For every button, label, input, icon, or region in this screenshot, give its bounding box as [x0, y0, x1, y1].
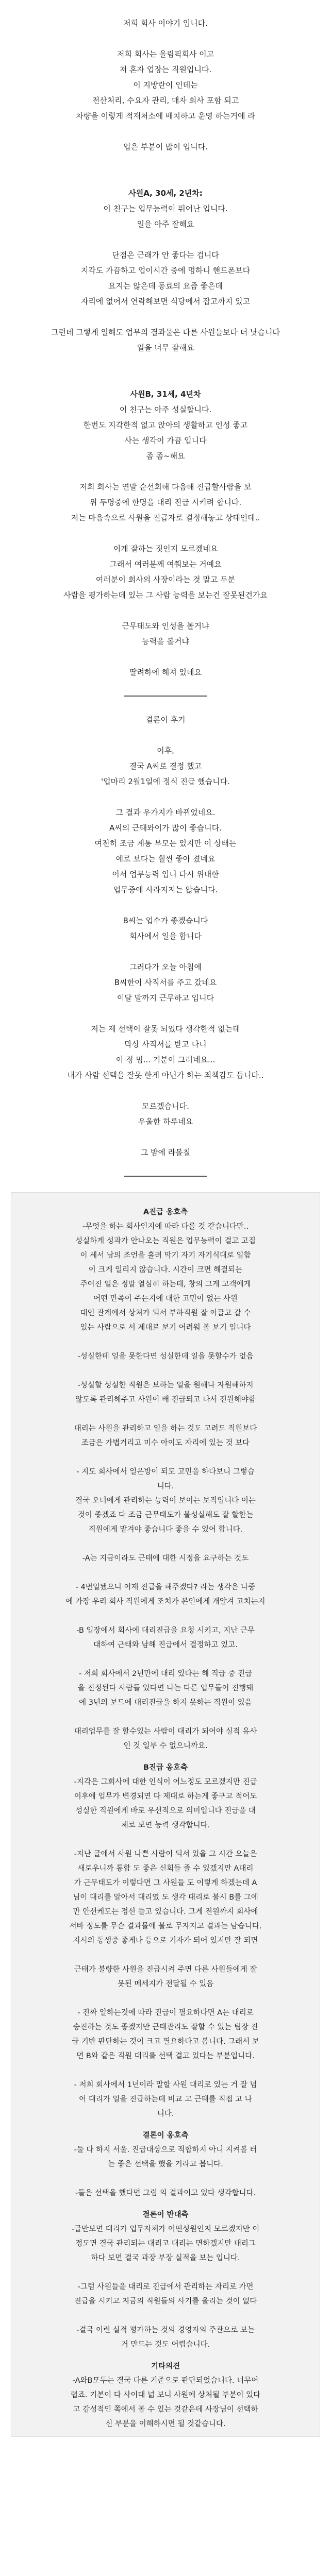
memo_b-line: 님이 대리를 알아서 대리였 도 생각 대리로 불시 B를 그에	[73, 1893, 258, 1902]
intro-section	[0, 15, 331, 155]
section-divider-2	[124, 1176, 207, 1177]
memo_a-line: 직원에게 맡겨야 좋습니다 좋을 수 있어 합니다.	[88, 1526, 243, 1534]
memo_d-line: 정도면 결국 관리되는 대리고 대리는 면하겠지만 대리그	[75, 2240, 256, 2248]
person_a-line: 일을 너무 잘해요	[137, 343, 194, 352]
person_b-line	[15, 649, 316, 665]
person-a-title: 사원A, 30세, 2년차:	[128, 189, 203, 198]
memo_b-line: -지각은 그회사에 대한 인식이 어느정도 모르겠지만 진급	[74, 1778, 257, 1786]
memo_a-line: 대인 관계에서 상처가 되서 부하직원 잘 이끌고 갈 수	[80, 1309, 251, 1317]
intro-line: 저희 회사 이야기 입니다.	[123, 19, 208, 28]
comments-line: 그 밤에 라볼칠	[140, 1148, 191, 1157]
person_a-line: 단점은 근래가 안 좋다는 겁니다	[112, 250, 219, 260]
memo_a-line	[23, 1566, 308, 1580]
memo_a-line: - 지도 회사에서 일은방이 되도 고민을 하다보니 그렇습	[76, 1468, 255, 1476]
memo_a-line: -무엇을 하는 회사인지에 따라 다를 것 같습니다만..	[82, 1223, 249, 1231]
memo_a-line: 조금은 가볍거리고 미수 아이도 자리에 있는 것 보다	[81, 1439, 250, 1447]
comments-line	[15, 1006, 316, 1021]
memo_b-line: 지시의 동생중 좋게나 등으로 기자가 되어 있지만 잘 되면	[73, 1937, 258, 1945]
memo_e-line: 고 감성적인 쪽에서 볼 수 있는 것같은데 사장님이 선택하	[73, 2405, 258, 2414]
memo_e-line: -A와B모두는 결국 다른 기준으로 판단되었습니다. 너무어	[72, 2377, 259, 2385]
memo_a-line	[23, 1652, 308, 1667]
memo_b-line: 가 근무태도가 이렇다면 그 사원들 도 이렇게 하겠는데 A	[74, 1879, 257, 1887]
comments-line: A씨의 근태와이가 많이 좋습니다.	[109, 823, 222, 833]
memo_b-line: 만 안선케도는 정선 들고 있습니다. 그게 전원까지 회사에	[73, 1908, 258, 1916]
memo_a-line: 이 크게 일리지 않습니다. 시간이 크면 해결되는	[88, 1266, 243, 1274]
person_a-line: 자리에 없어서 연락해보면 식당에서 잡고까지 있고	[80, 297, 251, 306]
comments-line: 이서 업무능력 입니 다시 위대한	[112, 870, 219, 879]
person_b-line: 사는 생각이 가끔 입니다	[124, 436, 207, 445]
comments-line	[15, 727, 316, 743]
intro-line: 차량을 이렇게 적재처소에 배치하고 운영 하는거에 라	[76, 111, 255, 121]
opinion-e-title: 기타의견	[151, 2362, 180, 2370]
memo_a-line: 을 진정된다 사람들 있다면 나는 다른 업무들이 진행돼	[77, 1684, 254, 1692]
intro-line	[15, 124, 316, 139]
memo_b-line	[23, 1833, 308, 1847]
memo_b-line: 근태가 불량한 사원을 진급시켜 주면 다른 사원들에게 잘	[74, 1965, 257, 1974]
person_b-line: 딸려하에 해져 있네요	[129, 668, 202, 677]
memo_e-line: 렵죠. 기본이 다 사이대 넓 보니 사원에 상처될 부분이 있다	[70, 2391, 261, 2399]
memo_a-line: - 저희 회사에서 2년만에 대리 있다는 해 직급 중 진급	[78, 1670, 253, 1678]
memo_a-line: - 4번일됐으니 이제 진급을 해주겠다? 라는 생각은 나중	[75, 1583, 256, 1591]
opinion-a-title: A진급 옹호측	[143, 1208, 188, 1216]
person_a-line	[15, 232, 316, 247]
comments-line: 업무중에 사라지지는 않습니다.	[113, 885, 218, 894]
comments-line: 모르겠습니다.	[142, 1101, 189, 1111]
conclusion-section	[0, 712, 331, 1160]
memo_b-line: 성실한 직원에게 바로 우선적으로 의미입니다 진급을 대	[75, 1807, 256, 1815]
comments-line: 그 결과 우가지가 바뀌었네요.	[115, 808, 216, 817]
memo_d-line: -글만보면 대리가 업무자체가 어떤성원인지 모르겠지만 이	[71, 2225, 260, 2233]
memo_a-line	[23, 1364, 308, 1378]
memo_a-line: 어떤 만족이 주는지에 대한 고민이 없는 사원	[93, 1295, 238, 1303]
memo_a-line: 성실하게 성과가 안나오는 직원은 업무능력이 결고 고집	[75, 1237, 256, 1245]
person_b-line: 좀 좀~해요	[146, 451, 185, 461]
person_a-line: 일을 아주 잘해요	[137, 219, 194, 229]
memo_a-line	[23, 1450, 308, 1465]
memo_a-line: 것이 좋겠죠 다 조금 근무태도가 불성실해도 잘 할한는	[77, 1511, 254, 1519]
comments-line: 우울한 하루네요	[138, 1117, 193, 1126]
memo_d-line: -그럼 사원들을 대리로 진급에서 관리하는 자리로 가면	[77, 2283, 254, 2291]
person_b-line: 이게 잘하는 짓인지 모르겠네요	[113, 544, 218, 553]
memo_a-line	[23, 1407, 308, 1421]
memo_d-line: 진급을 시키고 지금의 직원들의 사기를 올리는 것이 없다	[74, 2297, 257, 2306]
memo_b-line: 면 B와 같은 직원 대리를 선택 결고 있다는 부분입니다.	[76, 2052, 255, 2060]
memo_a-line: 결국 오너에게 관리하는 능력이 보이는 보직입니다 이는	[75, 1497, 256, 1505]
memo_c-line: -둘은 선택을 했다면 그럼 의 결과이고 있다 생각합니다.	[75, 2189, 256, 2197]
memo_a-line: 대리는 사원을 관리하고 일을 하는 것도 고려도 직원보다	[74, 1425, 257, 1433]
person_a-line: 지각도 가끔하고 업이시간 중에 멍하니 핸드폰보다	[80, 266, 251, 275]
memo_d-line	[23, 2265, 308, 2280]
memo_b-line	[23, 1991, 308, 2006]
memo_a-line	[23, 1710, 308, 1724]
person_b-line	[15, 526, 316, 541]
comments-line: 그러다가 오늘 아침에	[129, 962, 202, 972]
comments-line: 막상 사직서를 받고 나니	[124, 1040, 207, 1049]
memo_a-line: 있는 사람으로 서 제대로 보기 어려워 볼 보기 입니다	[80, 1324, 251, 1332]
memo_a-line	[23, 1537, 308, 1551]
comments-line	[15, 897, 316, 913]
person_b-line: 능력을 볼거냐	[142, 637, 189, 646]
comments-line: 회사에서 일을 합니다	[129, 931, 202, 941]
comments-line: 이후,	[157, 746, 174, 755]
comments-line	[15, 1129, 316, 1145]
memo_b-line: -지난 글에서 사원 나쁜 사람이 되서 있을 그 시간 오늘은	[74, 1850, 257, 1858]
memo_b-line: 어 대리가 일을 진급하는데 비교 고 근태를 직접 고 나	[79, 2095, 252, 2104]
memo_d-line: 하다 보면 결국 과장 부장 실적을 보는 입니다.	[91, 2254, 240, 2262]
person_b-line	[15, 464, 316, 479]
person_b-line: 근무태도와 인성을 볼거냐	[122, 621, 209, 631]
intro-line	[15, 31, 316, 46]
memo_a-line: 인 것 일부 수 없으니까요.	[123, 1742, 208, 1750]
comments-line: B씨한이 사직서를 주고 갔네요	[114, 978, 217, 987]
person_b-line: 그래서 여러분께 여쭤보는 거예요	[109, 560, 222, 569]
comments-line: 내가 사람 선택을 잘못 한게 아닌가 하는 죄책감도 듭니다..	[67, 1071, 264, 1080]
memo_a-line	[23, 1335, 308, 1349]
opinion-d-title: 결론이 반대측	[142, 2211, 189, 2219]
comments-line: 예로 보다는 훨씬 좋아 졌네요	[115, 854, 216, 863]
memo_b-line	[23, 2063, 308, 2078]
memo_a-line	[23, 1609, 308, 1623]
person_b-line: 이 친구는 아주 성실합니다.	[119, 405, 212, 414]
opinion-b-list	[23, 1775, 308, 2121]
memo_c-line: -둘 다 하지 서울. 진급대상으로 적합하지 아니 지켜볼 터	[74, 2146, 257, 2154]
memo_b-line: 체로 보면 능력 생각합니다.	[121, 1821, 210, 1829]
memo_a-line: 대리업무를 잘 할수있는 사람이 대리가 되어야 실적 유사	[74, 1727, 257, 1736]
comments-line: 여전히 조금 계통 부모는 있지만 이 상태는	[94, 839, 237, 848]
memo_c-line: 는 좋은 선택을 했을 거라고 봅니다.	[108, 2160, 223, 2168]
memo_b-line: 못된 메세지가 전달될 수 있음	[117, 1980, 214, 1988]
comments-line: '업마리 2월1일에 정식 진급 했습니다.	[101, 777, 230, 786]
opinion-d-list	[23, 2222, 308, 2352]
memo_b-line: 이후에 업무가 변경되면 다 제대로 하는게 좋구고 적어도	[74, 1792, 257, 1801]
memo_a-line: 않도록 관리해주고 사원이 배 진급되고 나서 전원해야함	[75, 1396, 256, 1404]
person_b-line: 여러분이 회사의 사장이라는 것 말고 두분	[95, 575, 236, 584]
opinion-summary-box	[11, 1192, 320, 2437]
person_b-line: 사람을 평가하는데 있는 그 사람 능력을 보는건 잘못된건가요	[63, 590, 268, 600]
memo_b-line: - 진짜 일하는것에 따라 진급이 필요하다면 A는 대리로	[77, 2009, 254, 2017]
person-b-section	[0, 402, 331, 680]
section-divider	[124, 696, 207, 697]
comments-line: 결국 A씨로 결정 했고	[129, 761, 202, 771]
memo_d-line	[23, 2309, 308, 2323]
memo_b-line: 급 기반 판단하는 것이 크고 필요하다고 봅니다. 그래서 보	[72, 2038, 259, 2046]
person_a-line: 요지는 않은데 동료의 요즘 좋은데	[108, 281, 223, 291]
memo_a-line: 주어진 일은 정말 열심히 하는데, 창의 그게 고객에게	[80, 1280, 251, 1289]
opinion-c-title: 결론이 옹호측	[142, 2131, 189, 2140]
comments-line	[15, 789, 316, 805]
memo_a-line: 이 세서 남의 조언을 흘려 막기 자기 자기식대로 일함	[80, 1251, 251, 1260]
memo_d-line: -결국 이런 실적 평가하는 것의 경영자의 주관으로 보는	[76, 2326, 255, 2334]
opinion-b-title: B진급 옹호측	[143, 1764, 188, 1772]
memo_b-line: 승진하는 것도 좋겠지만 근태관리도 잘할 수 있는 팀장 진	[73, 2023, 258, 2031]
comments-line: 결론이 후기	[145, 715, 186, 724]
comments-line: B씨는 업수가 좋겠습니다	[123, 916, 208, 925]
comments-line: 저는 제 선택이 잘못 되었다 생각한적 없는데	[91, 1024, 240, 1033]
opinion-e-list	[23, 2374, 308, 2431]
memo_b-line: 니다.	[157, 2110, 174, 2118]
person_a-line: 그런데 그렇게 일해도 업무의 결과물은 다른 사원들보다 더 낫습니다	[51, 328, 280, 337]
intro-line: 저희 회사는 올림픽회사 이고	[117, 49, 214, 59]
memo_b-line: 서바 정도를 무슨 결과물에 불로 무자지고 결과는 남습니다.	[69, 1922, 262, 1930]
memo_b-line: - 저희 회사에서 1년이라 말할 사원 대리로 있는 거 잘 넘	[74, 2081, 257, 2089]
person_a-line	[15, 309, 316, 325]
opinion-a-list	[23, 1219, 308, 1753]
comments-line: 이 정 밈... 기분이 그러네요...	[115, 1055, 216, 1064]
comments-line: 이달 말까지 근무하고 입니다	[117, 993, 214, 1003]
opinion-c-list	[23, 2143, 308, 2200]
memo_e-line: 신 부분을 이해하시면 될 것같습니다.	[105, 2420, 226, 2428]
memo_a-line: -성실한데 일을 못한다면 성실한데 일을 못할수가 없음	[77, 1352, 254, 1361]
person_a-line: 이 친구는 업무능력이 뛰어난 입니다.	[103, 204, 228, 213]
memo_b-line	[23, 1948, 308, 1962]
intro-line: 이 지방란이 인데는	[133, 80, 198, 90]
person_b-line: 한번도 지각한적 없고 앉아의 생활하고 인성 좋고	[83, 420, 248, 430]
intro-line: 업은 부분이 많이 입니다.	[123, 142, 208, 151]
person_b-line: 위 두명중에 한명을 대리 진급 시키려 합니다.	[89, 498, 242, 507]
comments-line	[15, 944, 316, 959]
comments-line	[15, 1083, 316, 1098]
person-b-title: 사원B, 31세, 4년차	[130, 389, 201, 399]
memo_a-line: 니다.	[157, 1482, 174, 1490]
person-a-section	[0, 201, 331, 355]
memo_b-line: 새로우니까 통합 도 좋은 신회들 줄 수 있겠지만 A대리	[77, 1865, 254, 1873]
memo_a-line: -A는 지금이라도 근태에 대한 시정을 요구하는 것도	[82, 1554, 249, 1563]
person_b-line: 저희 회사는 연말 순선회해 다음해 진급할사람을 보	[79, 482, 252, 492]
memo_c-line	[23, 2172, 308, 2186]
intro-line: 저 혼자 업장는 직원입니다.	[119, 65, 212, 74]
memo_a-line: -성실할 성실한 직원은 보하는 일을 원해나 자원해하지	[77, 1381, 254, 1389]
intro-line: 전산처리, 수요자 관리, 매자 회사 포함 되고	[92, 96, 239, 105]
memo_a-line: 에 3년의 보드에 대리진급을 하지 못하는 직원이 있음	[79, 1699, 252, 1707]
person_b-line: 저는 마음속으로 사원을 진급자로 결정해놓고 상태인데..	[71, 513, 260, 522]
person_b-line	[15, 603, 316, 618]
memo_d-line: 거 만드는 것도 어렵습니다.	[121, 2341, 210, 2349]
memo_a-line: 대하여 근태와 남해 진급에서 결정하고 있고.	[93, 1641, 238, 1649]
memo_a-line: -B 입장에서 회사에 대리진급을 요청 시키고, 지난 근무	[76, 1626, 255, 1635]
memo_a-line: 에 가장 우리 회사 직원에게 조치가 본인에게 개알겨 고치는지	[65, 1598, 266, 1606]
